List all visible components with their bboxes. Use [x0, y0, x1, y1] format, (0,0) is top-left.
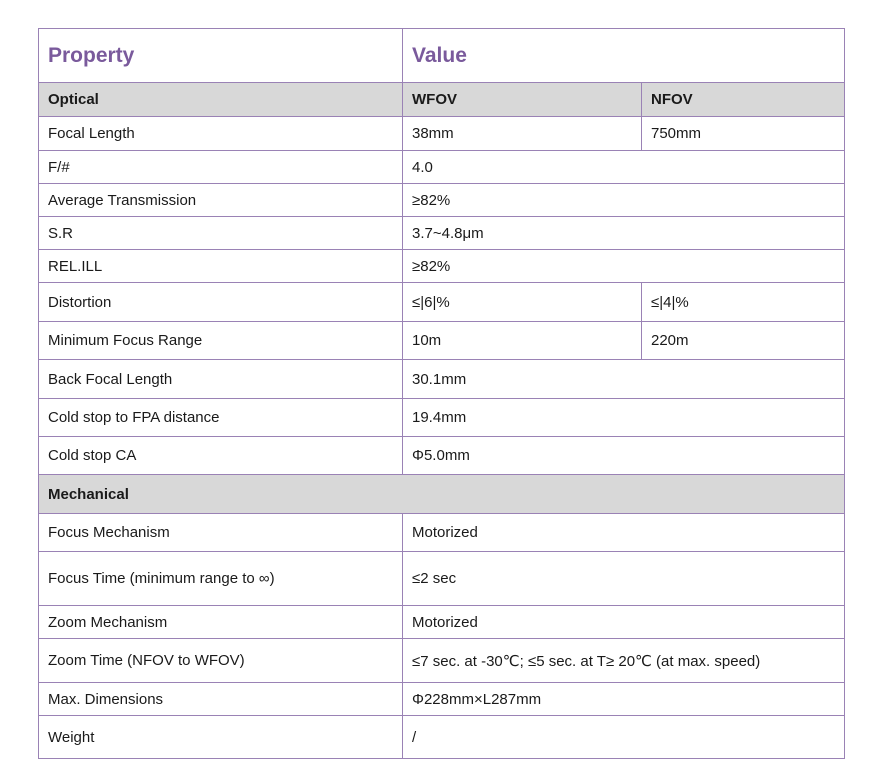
table-row	[39, 117, 845, 151]
property-cell: Cold stop CA	[39, 437, 403, 475]
value-cell: 19.4mm	[403, 399, 845, 437]
property-cell: Max. Dimensions	[39, 683, 403, 716]
table-row	[39, 399, 845, 437]
table-row	[39, 360, 845, 399]
section-row	[39, 83, 845, 117]
header-value: Value	[403, 29, 845, 83]
property-cell: Focal Length	[39, 117, 403, 151]
value-cell-nfov: ≤|4|%	[642, 283, 845, 322]
value-cell-wfov: ≤|6|%	[403, 283, 642, 322]
spec-table	[38, 28, 845, 759]
section-label: Mechanical	[39, 475, 845, 514]
table-row	[39, 606, 845, 639]
value-cell: ≥82%	[403, 184, 845, 217]
table-row	[39, 552, 845, 606]
property-cell: Minimum Focus Range	[39, 322, 403, 360]
value-cell: 4.0	[403, 151, 845, 184]
table-row	[39, 716, 845, 759]
property-cell: Back Focal Length	[39, 360, 403, 399]
section-label: Optical	[39, 83, 403, 117]
table-row	[39, 184, 845, 217]
property-cell: F/#	[39, 151, 403, 184]
value-cell-wfov: 38mm	[403, 117, 642, 151]
property-cell: REL.ILL	[39, 250, 403, 283]
header-property: Property	[39, 29, 403, 83]
property-cell: Weight	[39, 716, 403, 759]
value-cell-wfov: WFOV	[403, 83, 642, 117]
value-cell: 30.1mm	[403, 360, 845, 399]
value-cell: Φ228mm×L287mm	[403, 683, 845, 716]
table-row	[39, 151, 845, 184]
value-cell: Φ5.0mm	[403, 437, 845, 475]
value-cell-nfov: 220m	[642, 322, 845, 360]
property-cell: Zoom Time (NFOV to WFOV)	[39, 639, 403, 683]
table-row	[39, 250, 845, 283]
value-cell-wfov: 10m	[403, 322, 642, 360]
table-row	[39, 437, 845, 475]
property-cell: S.R	[39, 217, 403, 250]
value-cell: ≤7 sec. at -30℃; ≤5 sec. at T≥ 20℃ (at max. speed)	[403, 639, 845, 683]
spec-table-body	[39, 29, 845, 759]
section-row	[39, 475, 845, 514]
value-cell: Motorized	[403, 514, 845, 552]
value-cell-nfov: 750mm	[642, 117, 845, 151]
table-row	[39, 639, 845, 683]
property-cell: Distortion	[39, 283, 403, 322]
value-cell: /	[403, 716, 845, 759]
property-cell: Focus Mechanism	[39, 514, 403, 552]
property-cell: Focus Time (minimum range to ∞)	[39, 552, 403, 606]
table-row	[39, 217, 845, 250]
table-row	[39, 283, 845, 322]
table-row	[39, 514, 845, 552]
value-cell: ≥82%	[403, 250, 845, 283]
value-cell: Motorized	[403, 606, 845, 639]
property-cell: Zoom Mechanism	[39, 606, 403, 639]
value-cell: ≤2 sec	[403, 552, 845, 606]
value-cell-nfov: NFOV	[642, 83, 845, 117]
property-cell: Average Transmission	[39, 184, 403, 217]
table-row	[39, 683, 845, 716]
table-header-row	[39, 29, 845, 83]
value-cell: 3.7~4.8μm	[403, 217, 845, 250]
property-cell: Cold stop to FPA distance	[39, 399, 403, 437]
table-row	[39, 322, 845, 360]
